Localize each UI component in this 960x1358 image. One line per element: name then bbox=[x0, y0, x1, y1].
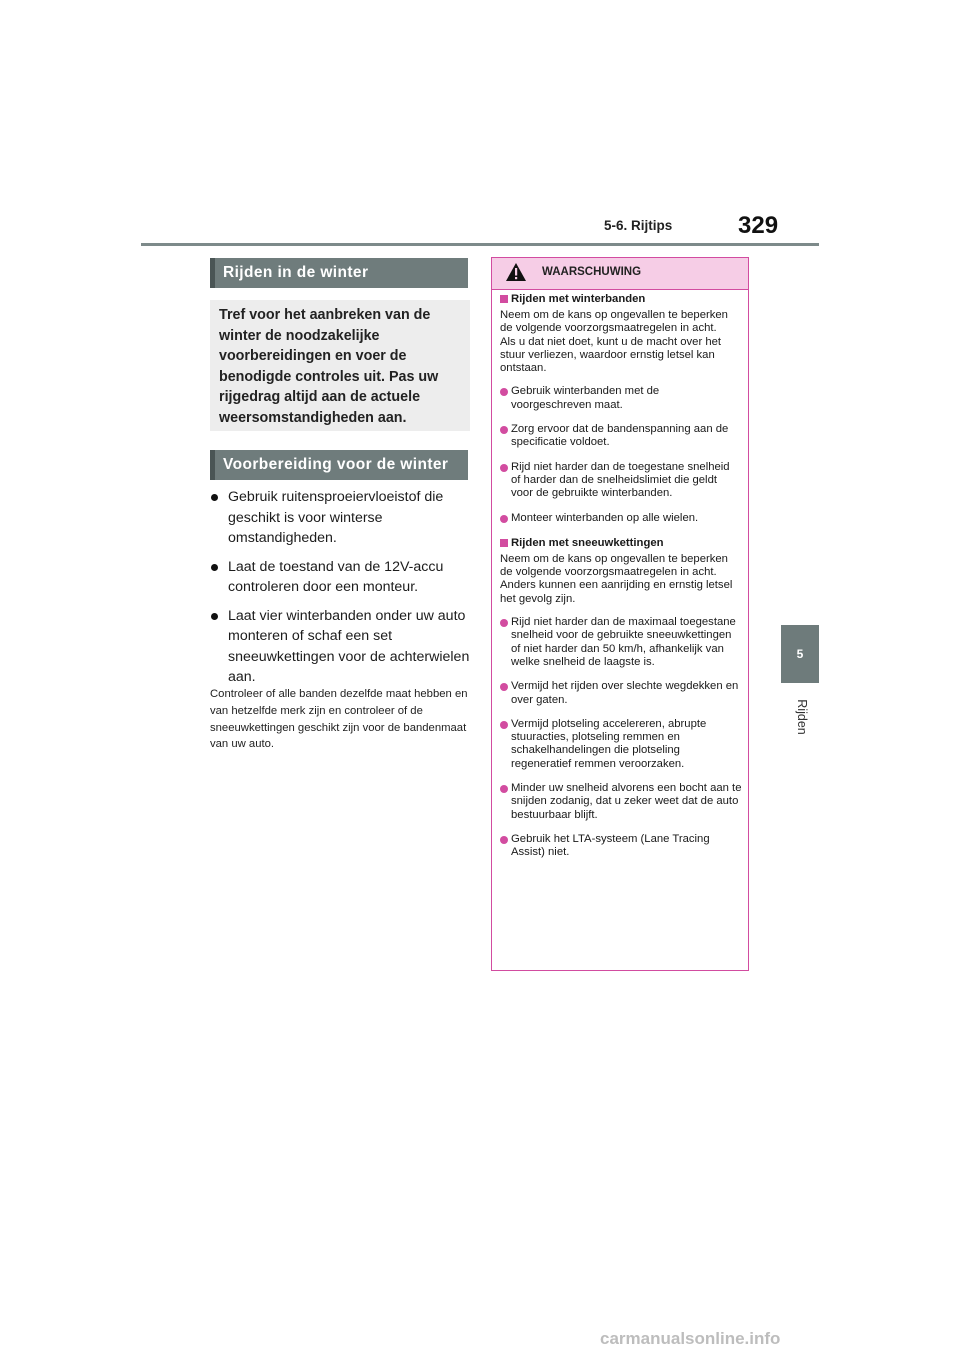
list-item-text: Rijd niet harder dan de toegestane snelheid of harder dan de snelheidslimiet die geldt voor de gebruikte winterbanden. bbox=[511, 460, 730, 500]
bullet-icon bbox=[500, 721, 508, 729]
list-item-text: Vermijd plotseling accelereren, abrupte stuuracties, plotseling remmen en schakelhandelingen die plotseling regeneratief remmen veroorzaken. bbox=[511, 717, 707, 770]
heading-accent bbox=[210, 258, 215, 288]
chapter-number: 5 bbox=[796, 647, 804, 661]
bullet-icon bbox=[500, 619, 508, 627]
section-heading-winter bbox=[210, 258, 468, 288]
warning-header bbox=[492, 258, 748, 290]
warning-paragraph: Neem om de kans op ongevallen te beperken de volgende voorzorgsmaatregelen in acht. Anders kunnen een aanrijding en ernstig letsel het gevolg zijn. bbox=[500, 552, 733, 605]
watermark: carmanualsonline.info bbox=[600, 1329, 781, 1348]
list-item bbox=[210, 557, 472, 598]
list-item-text: Rijd niet harder dan de maximaal toegestane snelheid voor de gebruikte sneeuwkettingen of niet harder dan 50 km/h, afhankelijk van welke snelheid de laagste is. bbox=[511, 616, 736, 668]
intro-text: Tref voor het aanbreken van de winter de noodzakelijke voorbereidingen en voer de benodigde controles uit. Pas uw rijgedrag altijd aan de actuele weersomstandigheden aan. bbox=[219, 307, 439, 426]
bullet-icon bbox=[500, 785, 508, 793]
list-item-text: Gebruik het LTA-systeem (Lane Tracing Assist) niet. bbox=[511, 832, 710, 859]
warning-list bbox=[500, 616, 742, 859]
list-item bbox=[500, 680, 742, 707]
bullet-icon bbox=[211, 494, 218, 501]
warning-paragraph: Neem om de kans op ongevallen te beperken de volgende voorzorgsmaatregelen in acht. Als u dat niet doet, kunt u de macht over het stuur verliezen, waardoor ernstig letsel kan ontstaan. bbox=[500, 309, 728, 375]
bullet-icon bbox=[500, 515, 508, 523]
list-item-text: Laat de toestand van de 12V-accu controleren door een monteur. bbox=[228, 558, 444, 595]
list-item-text: Gebruik winterbanden met de voorgeschreven maat. bbox=[511, 385, 660, 411]
chapter-label bbox=[792, 690, 808, 750]
chapter-tab bbox=[781, 625, 819, 683]
list-item bbox=[210, 606, 472, 688]
page-number: 329 bbox=[738, 212, 779, 239]
warning-triangle-icon bbox=[505, 262, 527, 282]
warning-box bbox=[491, 257, 749, 971]
preparation-note: Controleer of alle banden dezelfde maat hebben en van hetzelfde merk zijn en controleer of de sneeuwkettingen geschikt zijn voor de bandenmaat van uw auto. bbox=[210, 688, 468, 751]
warning-subheading-text: Rijden met sneeuwkettingen bbox=[511, 536, 664, 549]
bullet-icon bbox=[500, 464, 508, 472]
list-item bbox=[500, 782, 742, 822]
bullet-icon bbox=[500, 836, 508, 844]
intro-box bbox=[210, 300, 470, 431]
bullet-icon bbox=[211, 564, 218, 571]
list-item-text: Vermijd het rijden over slechte wegdekken en over gaten. bbox=[511, 680, 739, 706]
section-heading-preparation bbox=[210, 450, 468, 480]
list-item bbox=[500, 512, 742, 525]
bullet-icon bbox=[211, 613, 218, 620]
warning-body bbox=[500, 292, 742, 871]
list-item bbox=[500, 423, 742, 450]
list-item bbox=[500, 616, 742, 669]
list-item bbox=[500, 385, 742, 412]
warning-list bbox=[500, 385, 742, 524]
bullet-icon bbox=[500, 683, 508, 691]
warning-subheading bbox=[500, 292, 742, 306]
warning-title: WAARSCHUWING bbox=[542, 266, 642, 278]
heading-accent bbox=[210, 450, 215, 480]
list-item-text: Laat vier winterbanden onder uw auto monteren of schaf een set sneeuwkettingen voor de achterwielen aan. bbox=[228, 607, 470, 685]
list-item-text: Monteer winterbanden op alle wielen. bbox=[511, 511, 699, 524]
section-heading-text: Rijden in de winter bbox=[223, 264, 369, 281]
bullet-icon bbox=[500, 388, 508, 396]
square-bullet-icon bbox=[500, 539, 508, 547]
list-item-text: Gebruik ruitensproeiervloeistof die geschikt is voor winterse omstandigheden. bbox=[228, 489, 444, 546]
list-item bbox=[500, 718, 742, 771]
list-item bbox=[210, 487, 472, 549]
section-title: 5-6. Rijtips bbox=[604, 218, 673, 233]
warning-subheading-text: Rijden met winterbanden bbox=[511, 293, 646, 305]
list-item bbox=[500, 461, 742, 501]
header-divider bbox=[141, 243, 819, 246]
chapter-label-text: Rijden bbox=[795, 699, 809, 735]
list-item bbox=[500, 833, 742, 860]
preparation-list bbox=[210, 487, 472, 696]
bullet-icon bbox=[500, 426, 508, 434]
warning-subheading bbox=[500, 536, 742, 550]
square-bullet-icon bbox=[500, 295, 508, 303]
section-heading-text: Voorbereiding voor de winter bbox=[223, 456, 449, 473]
list-item-text: Minder uw snelheid alvorens een bocht aan te snijden zodanig, dat u zeker weet dat de auto bestuurbaar blijft. bbox=[511, 782, 742, 821]
list-item-text: Zorg ervoor dat de bandenspanning aan de specificatie voldoet. bbox=[511, 423, 729, 449]
